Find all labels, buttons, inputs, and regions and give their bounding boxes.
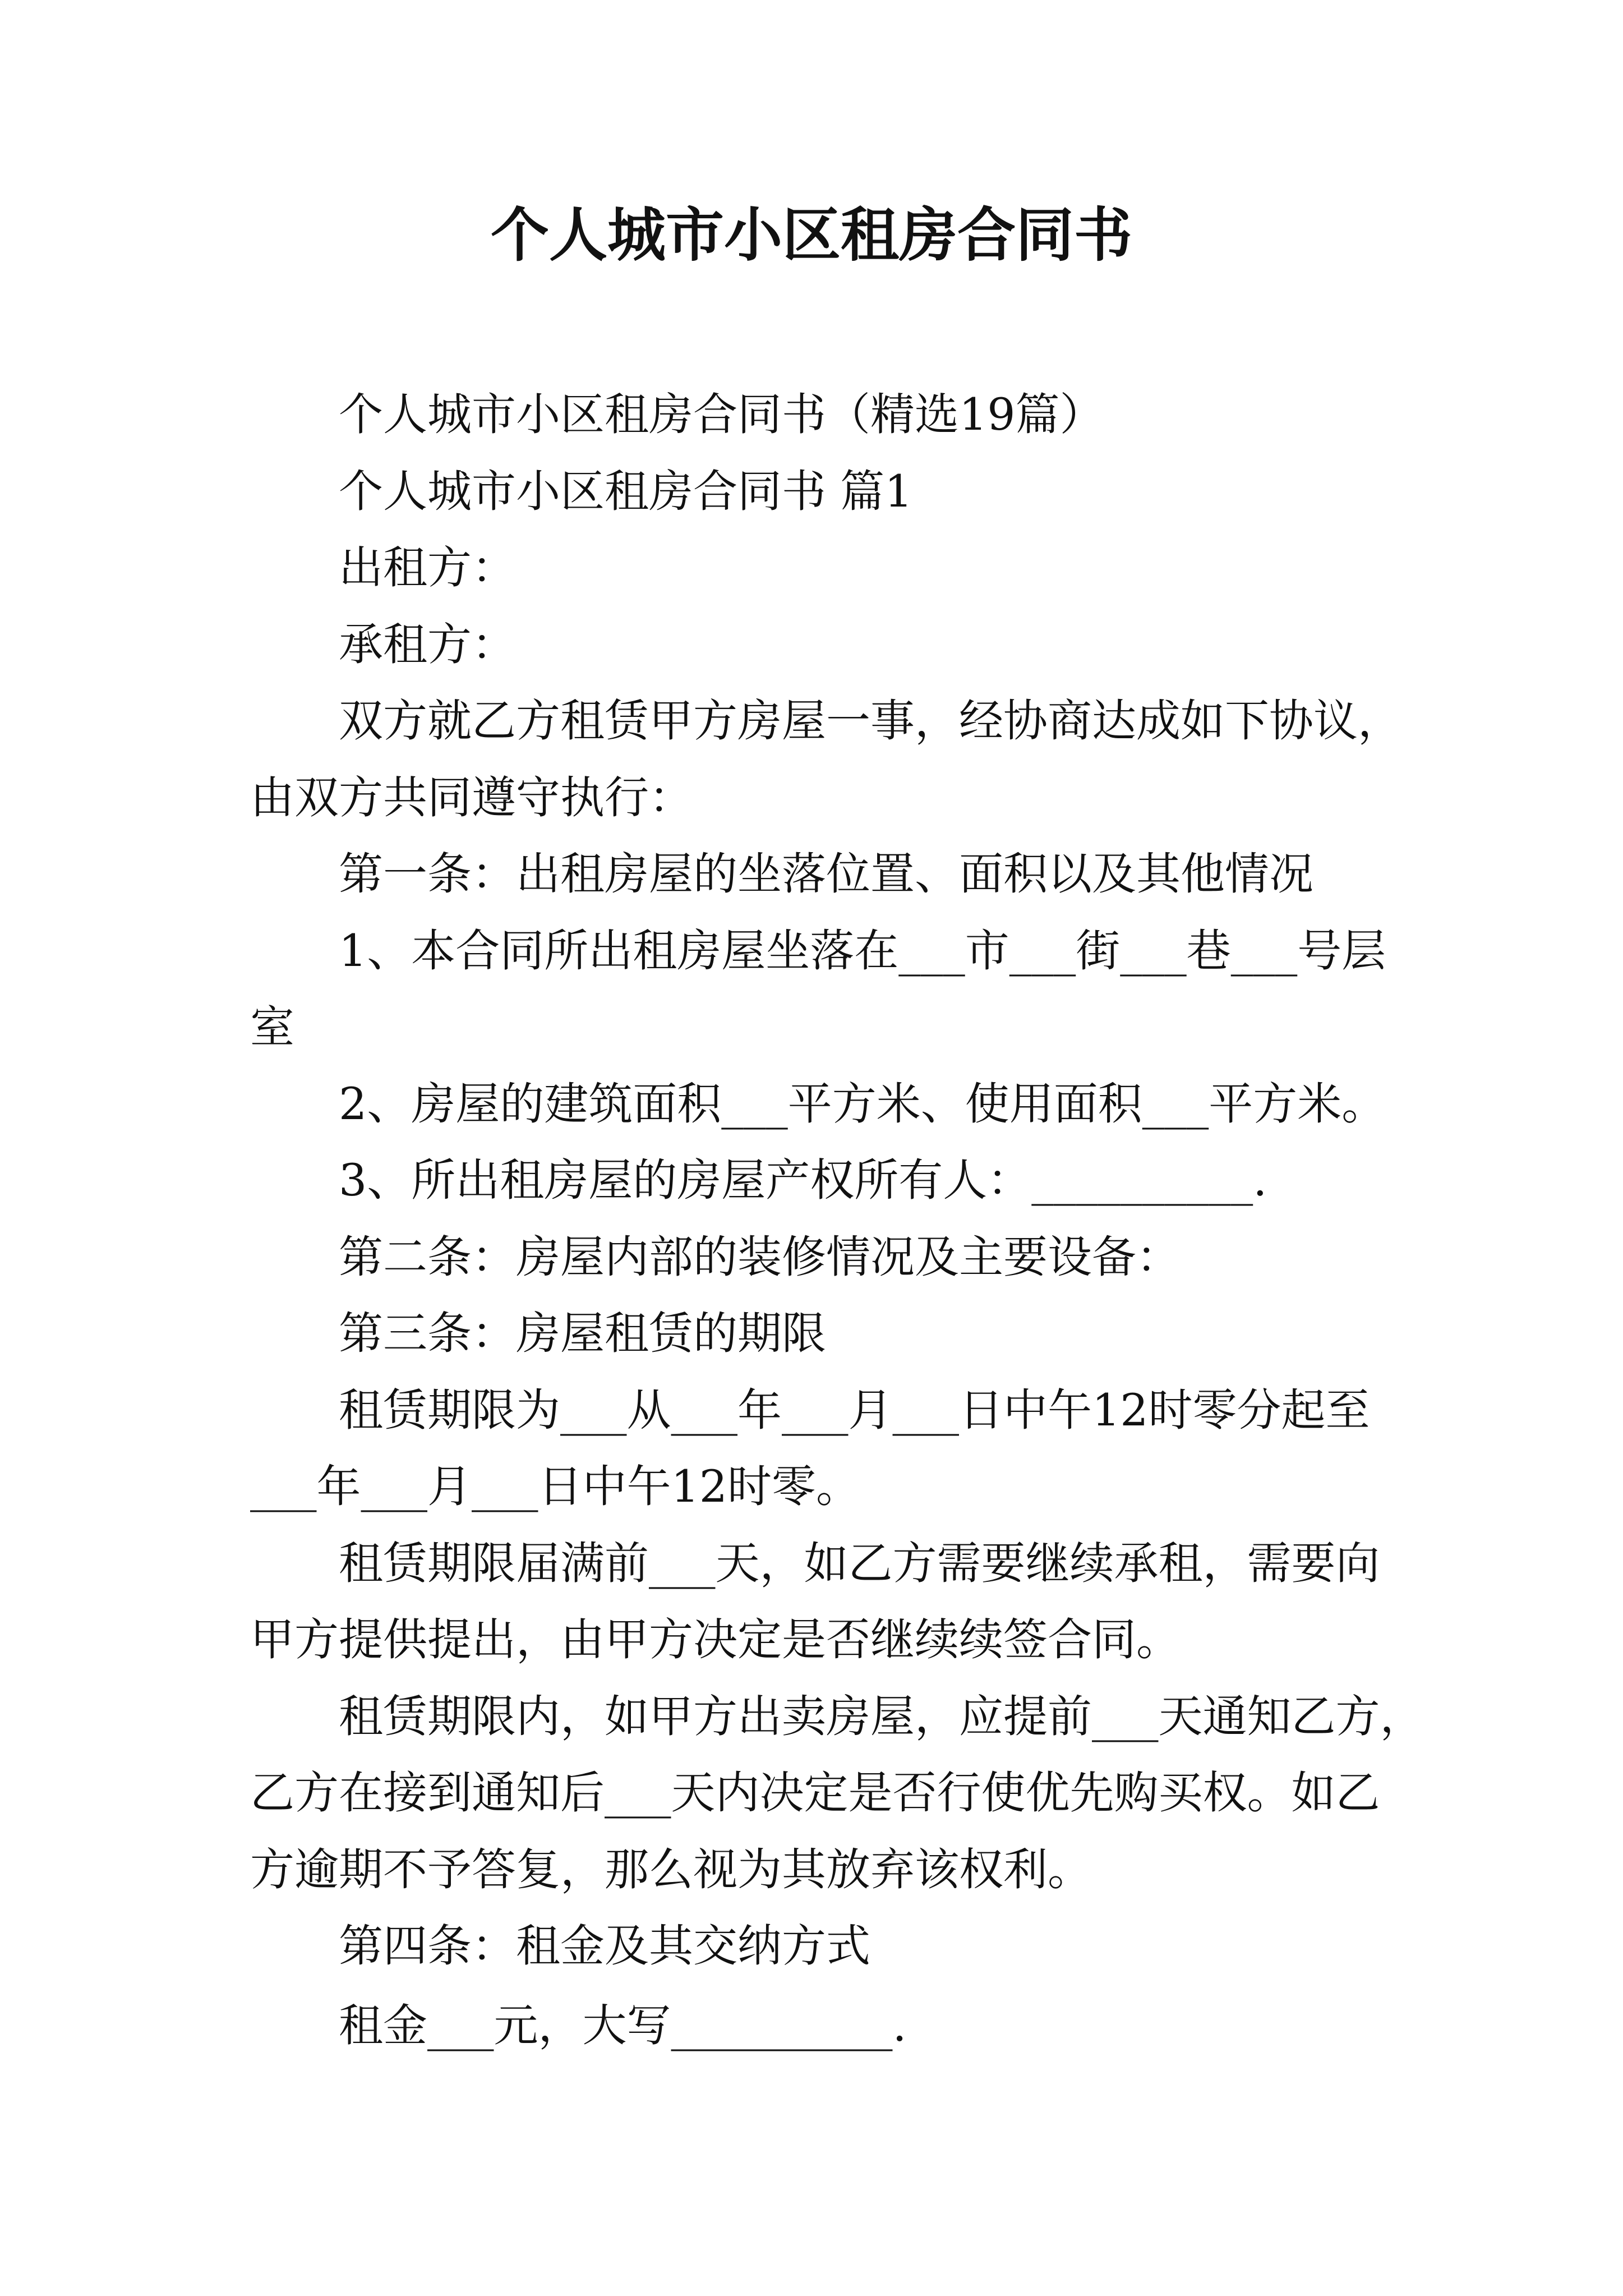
paragraph-line: 第四条：租金及其交纳方式 [339, 1920, 870, 1972]
clause-paragraph [250, 913, 1428, 1066]
paragraph-line: 第三条：房屋租赁的期限 [339, 1308, 826, 1359]
paragraph-line: 第一条：出租房屋的坐落位置、面积以及其他情况 [339, 848, 1313, 900]
clause-paragraph [250, 1142, 1428, 1219]
paragraph-line: 甲方提供提出，由甲方决定是否继续续签合同。 [250, 1614, 1181, 1665]
article-heading [250, 1908, 1428, 1985]
paragraph-line: 方逾期不予答复，那么视为其放弃该权利。 [250, 1843, 1092, 1895]
paragraph-line: 乙方在接到通知后___天内决定是否行使优先购买权。如乙 [250, 1767, 1380, 1819]
clause-paragraph [250, 1372, 1428, 1525]
paragraph-line: 个人城市小区租房合同书 篇1 [339, 465, 913, 517]
paragraph-line: 2、房屋的建筑面积___平方米、使用面积___平方米。 [339, 1078, 1386, 1130]
lessee-field [250, 606, 1428, 683]
paragraph-line: 室 [250, 1001, 294, 1053]
paragraph-line: 第二条：房屋内部的装修情况及主要设备： [339, 1231, 1181, 1283]
paragraph-line: 租赁期限届满前___天，如乙方需要继续承租，需要向 [339, 1537, 1380, 1589]
paragraph-line: 承租方： [339, 618, 516, 670]
paragraph-line: 出租方： [339, 542, 516, 593]
collection-title [250, 376, 1428, 453]
paragraph-line: 租赁期限为___从___年___月___日中午12时零分起至 [339, 1384, 1370, 1436]
document-title: 个人城市小区租房合同书 [490, 200, 1132, 269]
paragraph-line: 个人城市小区租房合同书（精选19篇） [339, 389, 1104, 440]
preamble-paragraph [250, 683, 1428, 836]
paragraph-line: ___年___月___日中午12时零。 [250, 1461, 861, 1512]
clause-paragraph [250, 1678, 1428, 1908]
paragraph-line: 租赁期限内，如甲方出卖房屋，应提前___天通知乙方， [339, 1690, 1424, 1742]
paragraph-line: 租金___元，大写__________. [339, 1999, 907, 2051]
lessor-field [250, 530, 1428, 606]
chapter-title [250, 453, 1428, 530]
paragraph-line: 由双方共同遵守执行： [250, 771, 693, 823]
paragraph-line: 3、所出租房屋的房屋产权所有人：__________. [339, 1154, 1267, 1206]
clause-paragraph [250, 1987, 1428, 2064]
article-heading [250, 836, 1428, 913]
article-heading [250, 1219, 1428, 1296]
document-body [250, 376, 1428, 2064]
paragraph-line: 双方就乙方租赁甲方房屋一事，经协商达成如下协议， [339, 695, 1402, 747]
clause-paragraph [250, 1525, 1428, 1678]
paragraph-line: 1、本合同所出租房屋坐落在___市___街___巷___号层 [339, 924, 1386, 977]
article-heading [250, 1295, 1428, 1372]
clause-paragraph [250, 1066, 1428, 1143]
